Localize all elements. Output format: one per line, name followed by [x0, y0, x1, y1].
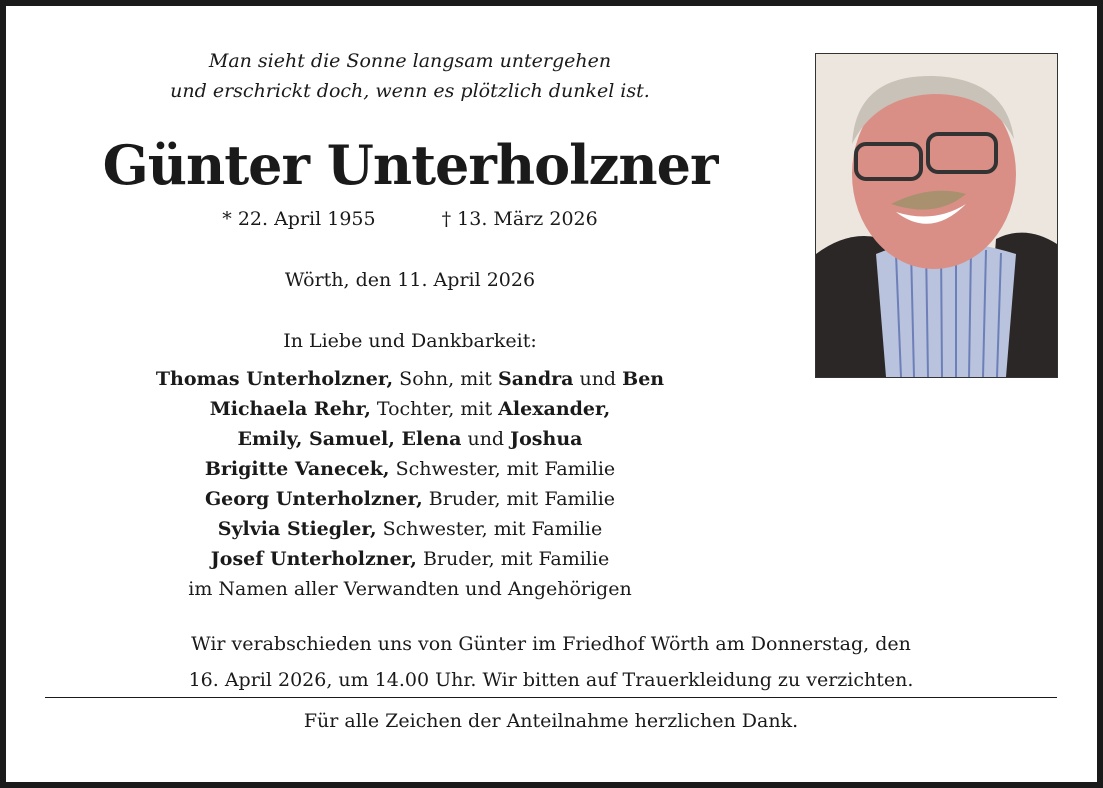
relation-text: Sohn, mit: [393, 368, 498, 390]
relation-text: Tochter, mit: [370, 398, 499, 420]
family-line: [60, 484, 760, 514]
relation-text: Bruder, mit Familie: [416, 548, 610, 570]
portrait-photo: [815, 53, 1058, 378]
relation-text: und: [573, 368, 623, 390]
place-date: Wörth, den 11. April 2026: [284, 269, 536, 291]
relative-name: Thomas Unterholzner,: [155, 368, 394, 390]
quote-line: und erschrickt doch, wenn es plötzlich dunkel ist.: [170, 80, 650, 102]
quote-line: Man sieht die Sonne langsam untergehen: [208, 50, 612, 72]
relative-name: Emily, Samuel, Elena: [237, 428, 462, 450]
family-line: [60, 424, 760, 454]
memorial-quote: [60, 46, 760, 106]
service-line: 16. April 2026, um 14.00 Uhr. Wir bitten auf Trauerkleidung zu verzichten.: [188, 669, 914, 691]
relative-name: Alexander,: [498, 398, 611, 420]
thanks-intro: In Liebe und Dankbarkeit:: [283, 330, 537, 352]
family-line: [60, 574, 760, 604]
family-line: [60, 454, 760, 484]
deceased-name: Günter Unterholzner: [102, 133, 718, 197]
relative-name: Brigitte Vanecek,: [204, 458, 390, 480]
relative-name: Joshua: [510, 428, 583, 450]
relative-name: Sylvia Stiegler,: [217, 518, 377, 540]
birth-date: * 22. April 1955: [222, 208, 376, 230]
footer-thanks: Für alle Zeichen der Anteilnahme herzlichen Dank.: [303, 710, 799, 732]
relation-text: Schwester, mit Familie: [389, 458, 616, 480]
family-line: [60, 544, 760, 574]
relation-text: Bruder, mit Familie: [422, 488, 616, 510]
family-line: [60, 364, 760, 394]
family-line: [60, 514, 760, 544]
family-line: [60, 394, 760, 424]
relation-text: im Namen aller Verwandten und Angehörigen: [188, 578, 632, 600]
relative-name: Ben: [622, 368, 665, 390]
relative-name: Michaela Rehr,: [209, 398, 371, 420]
relation-text: und: [461, 428, 511, 450]
divider: [45, 697, 1057, 698]
death-date: † 13. März 2026: [441, 208, 598, 230]
family-list: [60, 364, 760, 604]
life-dates: [60, 205, 760, 233]
relation-text: Schwester, mit Familie: [376, 518, 603, 540]
relative-name: Sandra: [497, 368, 574, 390]
service-line: Wir verabschieden uns von Günter im Friedhof Wörth am Donnerstag, den: [191, 633, 911, 655]
relative-name: Josef Unterholzner,: [210, 548, 417, 570]
service-announcement: [45, 626, 1057, 698]
relative-name: Georg Unterholzner,: [204, 488, 423, 510]
